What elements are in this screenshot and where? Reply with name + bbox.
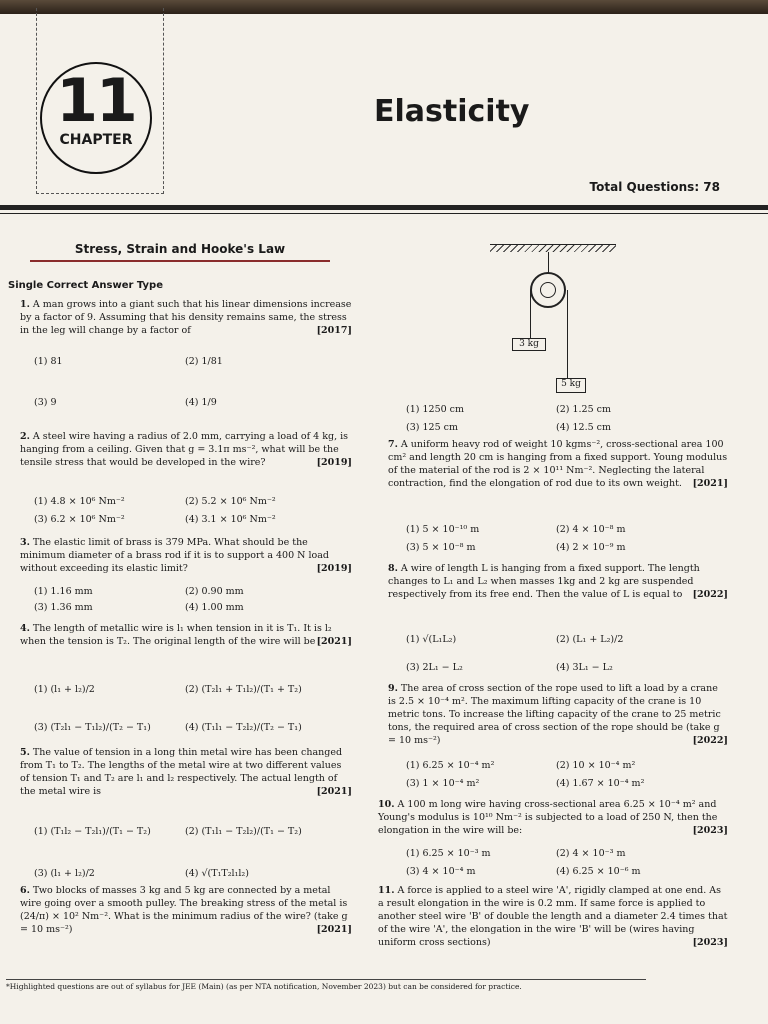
question-year: [2019] [316,457,352,468]
answer-option: (1) (T₁l₂ − T₂l₁)/(T₁ − T₂) [34,826,151,837]
question-year: [2019] [316,563,352,574]
answer-option: (4) 3.1 × 10⁶ Nm⁻² [185,514,276,525]
answer-option: (1) 1.16 mm [34,586,93,597]
answer-option: (4) 2 × 10⁻⁹ m [556,542,626,553]
pulley-icon [530,272,566,308]
right-question-3 [388,562,728,601]
question-text: The elastic limit of brass is 379 MPa. What should be the minimum diameter of a brass rod if it is to support a 400 N load without exceeding its elastic limit? [20,537,329,574]
answer-option: (2) 4 × 10⁻³ m [556,848,626,859]
question-text: The value of tension in a long thin metal wire has been changed from T₁ to T₂. The lengths of the metal wire at two different values of tension T₁ and T₂ are l₁ and l₂ respectively. The actual length of the metal wire is [20,747,343,797]
answer-option: (4) 12.5 cm [556,422,611,433]
question-text: A steel wire having a radius of 2.0 mm, carrying a load of 4 kg, is hanging from a ceiling. Given that g = 3.1π ms⁻², what will be the tensile stress that would be developed in the wire? [20,431,349,468]
chapter-badge [40,62,152,174]
answer-option: (4) √(T₁T₂l₁l₂) [185,868,249,879]
question-number: 8. [388,563,398,574]
answer-option: (2) 1/81 [185,356,223,367]
answer-option: (1) 81 [34,356,63,367]
answer-option: (2) 1.25 cm [556,404,611,415]
answer-option: (1) √(L₁L₂) [406,634,457,645]
question-number: 6. [20,885,30,896]
header-rule-thin [0,213,768,214]
left-question-2 [20,430,352,469]
total-questions: Total Questions: 78 [589,180,720,194]
answer-option: (2) (T₂l₁ + T₁l₂)/(T₁ + T₂) [185,684,302,695]
right-question-5 [378,798,728,837]
right-question-6 [378,884,728,949]
answer-option: (2) 0.90 mm [185,586,244,597]
question-year: [2021] [316,924,352,935]
block-3kg: 3 kg [512,338,546,351]
answer-option: (4) 3L₁ − L₂ [556,662,613,673]
question-number: 1. [20,299,30,310]
question-year: [2021] [316,636,352,647]
rope-left [530,290,531,338]
question-text: Two blocks of masses 3 kg and 5 kg are connected by a metal wire going over a smooth pulley. The breaking stress of the metal is (24/π) × 10² Nm⁻². What is the minimum radius of the wire? (take g = 10 ms⁻²) [20,885,348,935]
question-text: The area of cross section of the rope used to lift a load by a crane is 2.5 × 10⁻⁴ m². The maximum lifting capacity of the crane is 10 metric tons. To increase the lifting capacity of the crane to 25 metric tons, the required area of cross section of the rope should be (take g = 10 ms⁻²) [388,683,721,746]
answer-option: (3) 6.2 × 10⁶ Nm⁻² [34,514,125,525]
answer-option: (3) 125 cm [406,422,458,433]
answer-option: (1) 5 × 10⁻¹⁰ m [406,524,480,535]
answer-option: (1) 1250 cm [406,404,465,415]
question-number: 4. [20,623,30,634]
answer-option: (3) (T₂l₁ − T₁l₂)/(T₂ − T₁) [34,722,151,733]
answer-option: (2) (L₁ + L₂)/2 [556,634,624,645]
question-year: [2023] [692,937,728,948]
question-year: [2023] [692,825,728,836]
answer-option: (4) 6.25 × 10⁻⁶ m [556,866,641,877]
answer-option: (4) (T₁l₁ − T₂l₂)/(T₂ − T₁) [185,722,302,733]
question-text: A wire of length L is hanging from a fixed support. The length changes to L₁ and L₂ when masses 1kg and 2 kg are suspended respectively from its free end. Then the value of L is equal to [388,563,700,600]
answer-option: (4) 1/9 [185,397,217,408]
left-question-1 [20,298,352,337]
answer-option: (2) 4 × 10⁻⁸ m [556,524,626,535]
question-number: 2. [20,431,30,442]
question-number: 3. [20,537,30,548]
section-title: Stress, Strain and Hooke's Law [30,242,330,262]
question-year: [2017] [316,325,352,336]
answer-option: (3) 5 × 10⁻⁸ m [406,542,476,553]
question-number: 7. [388,439,398,450]
left-question-4 [20,622,352,648]
left-question-5 [20,746,352,798]
question-number: 5. [20,747,30,758]
question-text: A force is applied to a steel wire 'A', rigidly clamped at one end. As a result elongation in the wire is 0.2 mm. If same force is applied to another steel wire 'B' of double the length and a diameter 2.4 times that of the wire 'A', the elongation in the wire 'B' will be (wires having uniform cross sections) [378,885,728,948]
chapter-number: 11 [56,66,136,136]
answer-option: (3) 1 × 10⁻⁴ m² [406,778,480,789]
block-5kg: 5 kg [556,378,586,393]
answer-option: (3) 2L₁ − L₂ [406,662,463,673]
header-rule [0,205,768,210]
question-text: A uniform heavy rod of weight 10 kgms⁻², cross-sectional area 100 cm² and length 20 cm is hanging from a fixed support. Young modulus of the material of the rod is 2 × 10¹¹ Nm⁻². Neglecting the lateral contraction, find the elongation of rod due to its own weight. [388,439,728,489]
question-text: The length of metallic wire is l₁ when tension in it is T₁. It is l₂ when the tension is T₂. The original length of the wire will be [20,623,332,647]
answer-option: (3) 4 × 10⁻⁴ m [406,866,476,877]
question-number: 10. [378,799,395,810]
page-title: Elasticity [374,94,530,129]
question-text: A 100 m long wire having cross-sectional area 6.25 × 10⁻⁴ m² and Young's modulus is 10¹⁰ Nm⁻² is subjected to a load of 250 N, then the elongation in the wire will be: [378,799,718,836]
answer-option: (1) 6.25 × 10⁻³ m [406,848,491,859]
question-number: 9. [388,683,398,694]
right-question-4 [388,682,728,747]
rope-right [567,290,568,378]
answer-option: (4) 1.67 × 10⁻⁴ m² [556,778,645,789]
right-question-2 [388,438,728,490]
question-year: [2022] [692,589,728,600]
answer-option: (1) 4.8 × 10⁶ Nm⁻² [34,496,125,507]
chapter-label: CHAPTER [59,132,133,148]
question-year: [2021] [316,786,352,797]
answer-option: (3) 1.36 mm [34,602,93,613]
left-question-6 [20,884,352,936]
subtype-heading: Single Correct Answer Type [8,280,163,291]
answer-option: (3) 9 [34,397,57,408]
answer-option: (2) 5.2 × 10⁶ Nm⁻² [185,496,276,507]
answer-option: (3) (l₁ + l₂)/2 [34,868,95,879]
answer-option: (1) (l₁ + l₂)/2 [34,684,95,695]
ceiling-hatch [490,244,616,252]
question-number: 11. [378,885,395,896]
answer-option: (1) 6.25 × 10⁻⁴ m² [406,760,495,771]
footnote: *Highlighted questions are out of syllabus for JEE (Main) (as per NTA notification, November 2023) but can be considered for practice. [6,979,646,991]
question-year: [2022] [692,735,728,746]
pulley-hanger [548,252,549,274]
answer-option: (2) (T₁l₁ − T₂l₂)/(T₁ − T₂) [185,826,302,837]
left-question-3 [20,536,352,575]
question-text: A man grows into a giant such that his linear dimensions increase by a factor of 9. Assuming that his density remains same, the stress in the leg will change by a factor of [20,299,352,336]
question-year: [2021] [692,478,728,489]
answer-option: (2) 10 × 10⁻⁴ m² [556,760,636,771]
answer-option: (4) 1.00 mm [185,602,244,613]
